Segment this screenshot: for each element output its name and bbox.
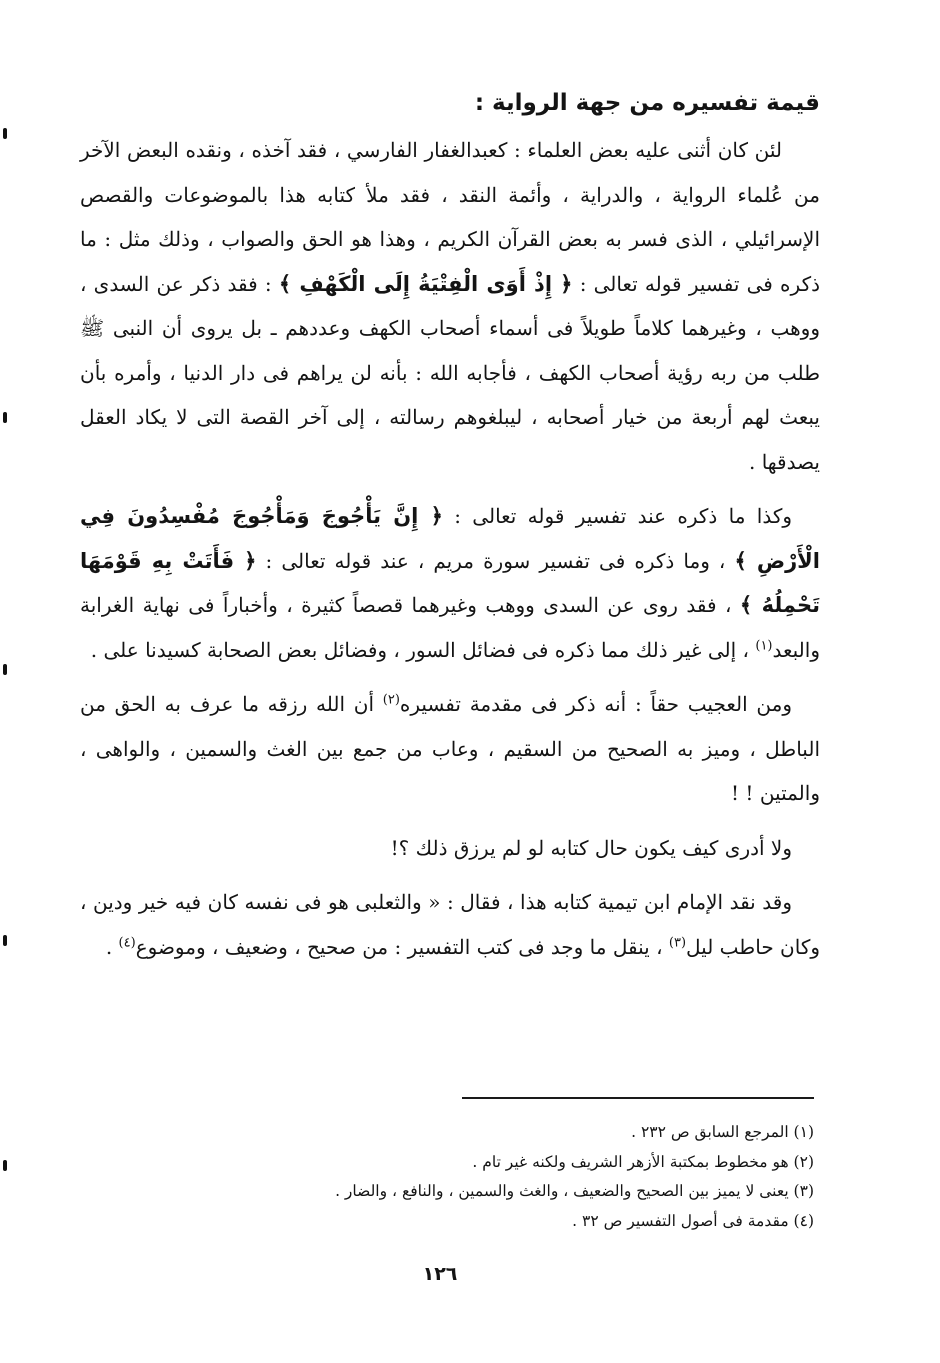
paragraph-text: .	[105, 934, 119, 959]
quran-verse-kahf: ﴿ إِذْ أَوَى الْفِتْيَةُ إِلَى الْكَهْفِ ﴾	[278, 271, 573, 296]
paragraph-text: ومن العجيب حقاً : أنه ذكر فى مقدمة تفسيره	[399, 692, 792, 716]
quran-verse-yajuj: ﴿ إِنَّ يَأْجُوجَ وَمَأْجُوجَ مُفْسِدُونَ فِي الْأَرْضِ ﴾	[80, 504, 820, 573]
quran-verse-maryam: ﴿ فَأَتَتْ بِهِ قَوْمَهَا تَحْمِلُهُ ﴾	[80, 548, 820, 617]
paragraph-text: ، ينقل ما وجد فى كتب التفسير : من صحيح ، وضعيف ، وموضوع	[135, 934, 669, 959]
scan-edge-mark	[3, 935, 7, 946]
scan-edge-mark	[3, 128, 7, 139]
paragraph-text: ، وما ذكره فى تفسير سورة مريم ، عند قوله تعالى :	[256, 548, 735, 573]
footnote-ref-3[interactable]: (٣)	[668, 934, 687, 950]
paragraph-text: وكذا ما ذكره عند تفسير قوله تعالى :	[442, 504, 792, 528]
footnote-2: (٢) هو مخطوط بمكتبة الأزهر الشريف ولكنه غير تام .	[472, 1152, 814, 1171]
paragraph-5	[80, 880, 820, 969]
page-body	[80, 82, 820, 979]
scan-edge-mark	[3, 412, 7, 423]
paragraph-text: ، فقد روى عن السدى ووهب وغيرهما قصصاً كثيرة ، وأخباراً فى نهاية الغرابة والبعد	[80, 593, 820, 662]
footnote-ref-4[interactable]: (٤)	[118, 934, 136, 950]
paragraph-text: ولا أدرى كيف يكون حال كتابه لو لم يرزق ذلك ؟!	[390, 835, 792, 860]
footnote-ref-1[interactable]: (١)	[755, 637, 773, 653]
footnote-1: (١) المرجع السابق ص ٢٣٢ .	[631, 1123, 814, 1141]
footnotes	[80, 1118, 814, 1236]
paragraph-text: أن الله رزقه ما عرف به الحق من الباطل ، وميز به الصحيح من السقيم ، وعاب من جمع بين الغث والسمين ، والواهى ، والمتين ! !	[80, 692, 820, 805]
footnote-divider	[462, 1097, 814, 1099]
paragraph-2	[80, 494, 820, 672]
footnote-4: (٤) مقدمة فى أصول التفسير ص ٣٢ .	[572, 1211, 814, 1230]
paragraph-4	[80, 826, 820, 871]
scan-edge-mark	[3, 664, 7, 675]
paragraph-1	[80, 128, 820, 484]
paragraph-3	[80, 682, 820, 816]
footnote-3: (٣) يعنى لا يميز بين الصحيح والضعيف ، والغث والسمين ، والنافع ، والضار .	[335, 1182, 814, 1200]
page-number: ١٢٦	[422, 1263, 458, 1285]
paragraph-text: لئن كان أثنى عليه بعض العلماء : كعبدالغفار الفارسي ، فقد آخذه ، ونقده البعض الآخر من عُلماء الرواية ، والدراية ، وأئمة النقد ، فقد ملأ كتابه هذا بالموضوعات والقصص الإسرائيلي ، الذى فسر به بعض القرآن الكريم ، وهذا هو الحق والصواب ، وذلك مثل : ما ذكره فى تفسير قوله تعالى :	[80, 138, 820, 296]
footnote-ref-2[interactable]: (٢)	[382, 692, 400, 708]
paragraph-text: : فقد ذكر عن السدى ، ووهب ، وغيرهما كلاماً طويلاً فى أسماء أصحاب الكهف وعددهم ـ بل يروى أن النبى ﷺ طلب من ربه رؤية أصحاب الكهف ، فأجابه الله : بأنه لن يراهم فى دار الدنيا ، وأمره بأن يبعث لهم أربعة من خيار أصحابه ، ليبلغوهم رسالته ، إلى آخر القصة التى لا يكاد العقل يصدقها .	[80, 271, 820, 474]
paragraph-text: ، إلى غير ذلك مما ذكره فى فضائل السور ، وفضائل بعض الصحابة كسيدنا على .	[90, 637, 756, 662]
section-heading: قيمة تفسيره من جهة الرواية :	[474, 90, 820, 116]
scan-edge-mark	[3, 1160, 7, 1171]
paragraph-text: وقد نقد الإمام ابن تيمية كتابه هذا ، فقال : « والثعلبى هو فى نفسه كان فيه خير ودين ، وكان حاطب ليل	[80, 890, 820, 959]
